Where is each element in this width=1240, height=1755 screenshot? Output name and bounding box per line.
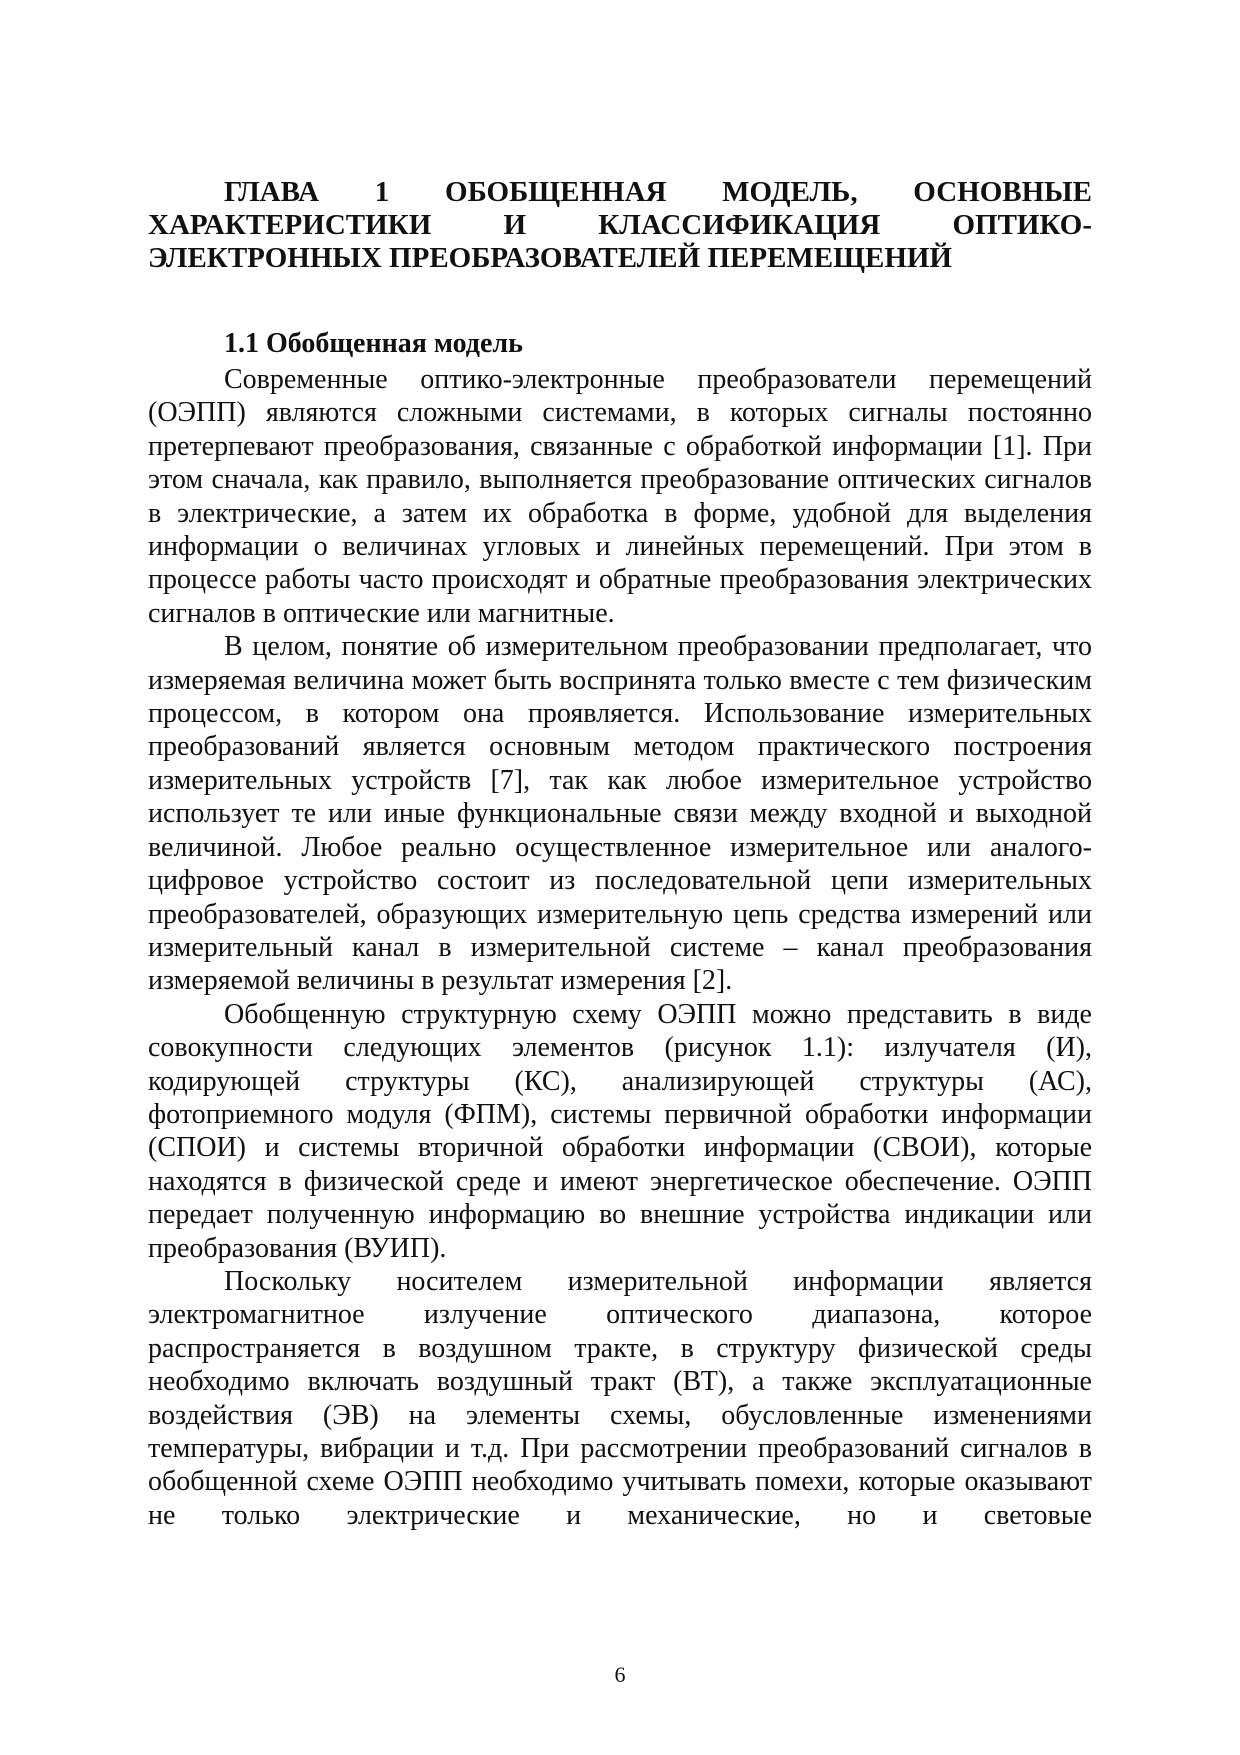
paragraph-2: В целом, понятие об измерительном преобразовании предполагает, что измеряемая величина может быть воспринята только вместе с тем физическим процессом, в котором она проявляется. Использование измерительных преобразований является основным методом практического построения измерительных устройств [7], так как любое измерительное устройство использует те или иные функциональные связи между входной и выходной величиной. Любое реально осуществленное измерительное или аналого-цифровое устройство состоит из последовательной цепи измерительных преобразователей, образующих измерительную цепь средства измерений или измерительный канал в измерительной системе – канал преобразования измеряемой величины в результат измерения [2]. [148,631,1092,997]
paragraph-1: Современные оптико-электронные преобразователи перемещений (ОЭПП) являются сложными системами, в которых сигналы постоянно претерпевают преобразования, связанные с обработкой информации [1]. При этом сначала, как правило, выполняется преобразование оптических сигналов в электрические, а затем их обработка в форме, удобной для выделения информации о величинах угловых и линейных перемещений. При этом в процессе работы часто происходят и обратные преобразования электрических сигналов в оптические или магнитные. [148,364,1092,629]
section-title: 1.1 Обобщенная модель [224,328,523,359]
paragraph-4: Поскольку носителем измерительной информации является электромагнитное излучение оптического диапазона, которое распространяется в воздушном тракте, в структуру физической среды необходимо включать воздушный тракт (ВТ), а также эксплуатационные воздействия (ЭВ) на элементы схемы, обусловленные изменениями температуры, вибрации и т.д. При рассмотрении преобразований сигналов в обобщенной схеме ОЭПП необходимо учитывать помехи, которые оказывают не только электрические и механические, но и световые [148,1265,1092,1531]
paragraph-3: Обобщенную структурную схему ОЭПП можно представить в виде совокупности следующих элементов (рисунок 1.1): излучателя (И), кодирующей структуры (КС), анализирующей структуры (АС), фотоприемного модуля (ФПМ), системы первичной обработки информации (СПОИ) и системы вторичной обработки информации (СВОИ), которые находятся в физической среде и имеют энергетическое обеспечение. ОЭПП передает полученную информацию во внешние устройства индикации или преобразования (ВУИП). [148,998,1092,1264]
page-number: 6 [614,1662,626,1687]
chapter-title: ГЛАВА 1 ОБОБЩЕННАЯ МОДЕЛЬ, ОСНОВНЫЕ ХАРАКТЕРИСТИКИ И КЛАССИФИКАЦИЯ ОПТИКО-ЭЛЕКТРОННЫХ ПРЕОБРАЗОВАТЕЛЕЙ ПЕРЕМЕЩЕНИЙ [148,176,1092,274]
page-content [148,176,1092,1532]
